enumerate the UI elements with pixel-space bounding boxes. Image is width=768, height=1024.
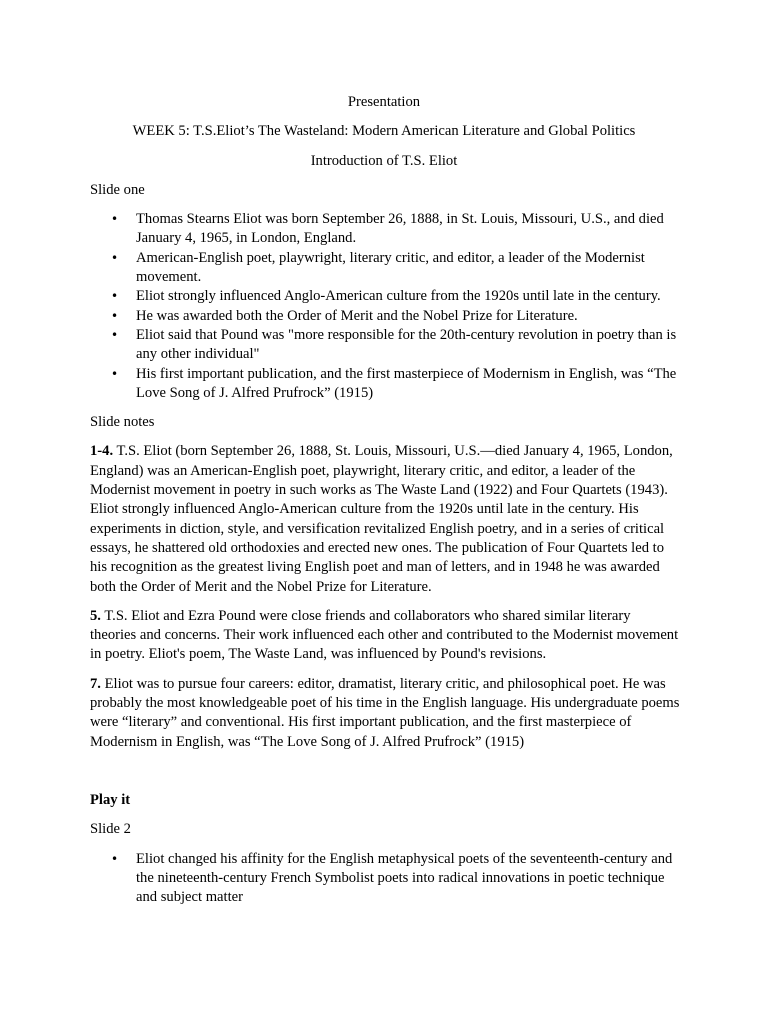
blank-line xyxy=(90,762,680,791)
note-text: T.S. Eliot (born September 26, 1888, St. Louis, Missouri, U.S.—died January 4, 1965, London, England) was an American-English poet, playwright, literary critic, and editor, a leader of the Modernist movement in poetry in such works as The Waste Land (1922) and Four Quartets (1943). Eliot strongly influenced Anglo-American culture from the 1920s until late in the century. His experiments in diction, style, and versification revitalized English poetry, and in a series of critical essays, he shattered old orthodoxies and erected new ones. The publication of Four Quartets led to his recognition as the greatest living English poet and man of letters, and in 1948 he was awarded both the Order of Merit and the Nobel Prize for Literature. xyxy=(90,443,673,595)
note-paragraph xyxy=(90,442,680,596)
bullet-text: He was awarded both the Order of Merit and the Nobel Prize for Literature. xyxy=(136,307,578,324)
slide-notes-label: Slide notes xyxy=(90,414,155,431)
slide-two-bullet-list xyxy=(90,850,680,908)
bullet-text: Eliot said that Pound was "more responsible for the 20th-century revolution in poetry than is any other individual" xyxy=(136,326,677,363)
bullet-item xyxy=(90,365,680,404)
bullet-item xyxy=(90,307,680,326)
bullet-icon: • xyxy=(111,366,119,381)
bullet-text: Eliot changed his affinity for the English metaphysical poets of the seventeenth-century and the nineteenth-century French Symbolist poets into radical innovations in poetic technique and subject matter xyxy=(136,850,673,906)
document-body xyxy=(90,93,680,917)
bullet-item xyxy=(90,287,680,306)
bullet-icon: • xyxy=(111,851,119,866)
bullet-item xyxy=(90,210,680,249)
bullet-text: Thomas Stearns Eliot was born September 26, 1888, in St. Louis, Missouri, U.S., and died January 4, 1965, in London, England. xyxy=(136,211,664,247)
note-ref: 7. xyxy=(90,675,101,692)
bullet-icon: • xyxy=(111,212,119,227)
note-ref: 1-4. xyxy=(90,443,114,460)
document-title: Presentation xyxy=(347,94,421,110)
play-it-heading: Play it xyxy=(90,791,131,808)
slide-two-label: Slide 2 xyxy=(90,821,131,838)
week-heading: WEEK 5: T.S.Eliot’s The Wasteland: Modern American Literature and Global Politics xyxy=(132,123,636,140)
note-ref: 5. xyxy=(90,607,101,624)
bullet-icon: • xyxy=(111,327,119,342)
bullet-icon: • xyxy=(111,250,119,265)
note-paragraph xyxy=(90,675,680,752)
bullet-text: American-English poet, playwright, literary critic, and editor, a leader of the Modernist movement. xyxy=(136,249,645,286)
slide-one-label: Slide one xyxy=(90,181,145,198)
bullet-text: Eliot strongly influenced Anglo-American culture from the 1920s until late in the century. xyxy=(136,288,661,305)
bullet-item xyxy=(90,326,680,365)
bullet-item xyxy=(90,850,680,908)
slide-one-bullet-list xyxy=(90,210,680,403)
intro-heading: Introduction of T.S. Eliot xyxy=(310,152,458,169)
note-text: T.S. Eliot and Ezra Pound were close friends and collaborators who shared similar literary theories and concerns. Their work influenced each other and contributed to the Modernist movement in poetry. Eliot's poem, The Waste Land, was influenced by Pound's revisions. xyxy=(90,607,679,663)
bullet-icon: • xyxy=(111,308,119,323)
note-text: Eliot was to pursue four careers: editor, dramatist, literary critic, and philosophical poet. He was probably the most knowledgeable poet of his time in the English language. His undergraduate poems were “literary” and conventional. His first important publication, and the first masterpiece of Modernism in English, was “The Love Song of J. Alfred Prufrock” (1915) xyxy=(90,675,680,750)
bullet-item xyxy=(90,249,680,288)
bullet-text: His first important publication, and the first masterpiece of Modernism in English, was “The Love Song of J. Alfred Prufrock” (1915) xyxy=(136,365,677,401)
note-paragraph xyxy=(90,607,680,665)
bullet-icon: • xyxy=(111,289,119,304)
